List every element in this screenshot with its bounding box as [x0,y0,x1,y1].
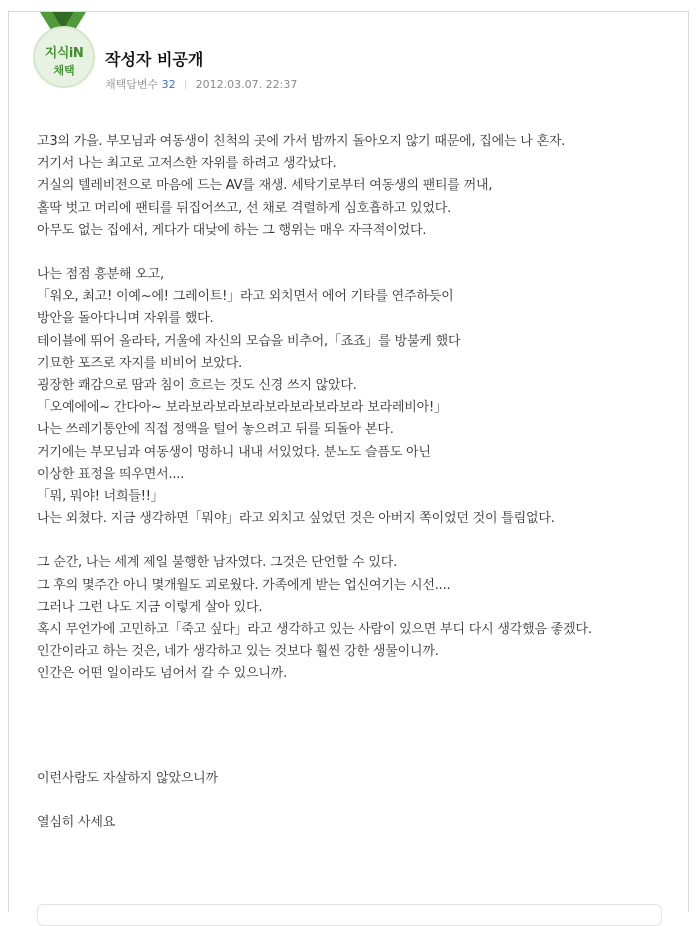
body-line: 인간이라고 하는 것은, 네가 생각하고 있는 것보다 훨씬 강한 생물이니까. [37,644,439,660]
body-line: 나는 쓰레기통안에 직접 정액을 털어 놓으려고 뒤를 되돌아 본다. [37,422,394,438]
answer-meta [105,76,297,92]
body-line: 그 후의 몇주간 아니 몇개월도 괴로웠다. 가족에게 받는 업신여기는 시선.... [37,577,451,593]
adopted-medal [33,26,95,88]
body-line: 「오예에에~ 간다아~ 보라보라보라보라보라보라보라보라 보라레비아!」 [37,400,447,416]
answer-card [8,11,689,912]
author-name: 작성자 비공개 [105,50,204,69]
answer-date: 2012.03.07. 22:37 [195,78,298,91]
body-line: 그러나 그런 나도 지금 이렇게 살아 있다. [37,599,263,615]
body-line: 나는 점점 흥분해 오고, [37,267,164,283]
body-line: 「뭐, 뭐야! 너희들!!」 [37,489,164,505]
meta-divider [185,80,186,89]
body-line: 나는 외쳤다. 지금 생각하면「뭐야」라고 외치고 싶었던 것은 아버지 쪽이었던 것이 틀림없다. [37,511,555,527]
body-line: 방안을 돌아다니며 자위를 했다. [37,311,214,327]
body-line: 고3의 가을. 부모님과 여동생이 친척의 곳에 가서 밤까지 돌아오지 않기 때문에, 집에는 나 혼자. [37,134,566,149]
body-line: 이상한 표정을 띄우면서.... [37,466,185,482]
closing-line: 열심히 사세요 [37,814,116,830]
badge-title: 지식iN [44,46,84,61]
body-line: 테이블에 뛰어 올라타, 거울에 자신의 모습을 비추어,「죠죠」를 방불케 했다 [37,333,461,349]
body-line: 거기서 나는 최고로 고저스한 자위를 하려고 생각났다. [37,156,337,172]
body-line: 홀딱 벗고 머리에 팬티를 뒤집어쓰고, 선 채로 격렬하게 심호흡하고 있었다. [37,200,451,216]
adopted-badge [31,12,97,94]
body-line: 「워오, 최고! 이예~에! 그레이트!」라고 외치면서 에어 기타를 연주하듯이 [37,289,454,305]
next-section-box [37,904,662,926]
closing-line: 이런사람도 자살하지 않았으니까 [37,770,218,786]
body-line: 거실의 텔레비전으로 마음에 드는 AV를 재생. 세탁기로부터 여동생의 팬티를 꺼내, [37,178,493,194]
answer-body [37,131,677,834]
body-line: 기묘한 포즈로 자지를 비비어 보았다. [37,355,243,371]
adopted-count: 32 [161,78,176,91]
body-line: 거기에는 부모님과 여동생이 멍하니 내내 서있었다. 분노도 슬픔도 아닌 [37,444,431,460]
badge-subtitle: 채택 [53,64,75,77]
body-line: 그 순간, 나는 세계 제일 불행한 남자였다. 그것은 단언할 수 있다. [37,555,398,571]
body-line: 인간은 어떤 일이라도 넘어서 갈 수 있으니까. [37,666,287,682]
body-line: 혹시 무언가에 고민하고「죽고 싶다」라고 생각하고 있는 사람이 있으면 부디 다시 생각했음 좋겠다. [37,622,592,638]
adopted-count-label: 채택답변수 [105,78,159,91]
body-line: 굉장한 쾌감으로 땀과 침이 흐르는 것도 신경 쓰지 않았다. [37,378,357,394]
body-line: 아무도 없는 집에서, 게다가 대낮에 하는 그 행위는 매우 자극적이었다. [37,222,427,238]
